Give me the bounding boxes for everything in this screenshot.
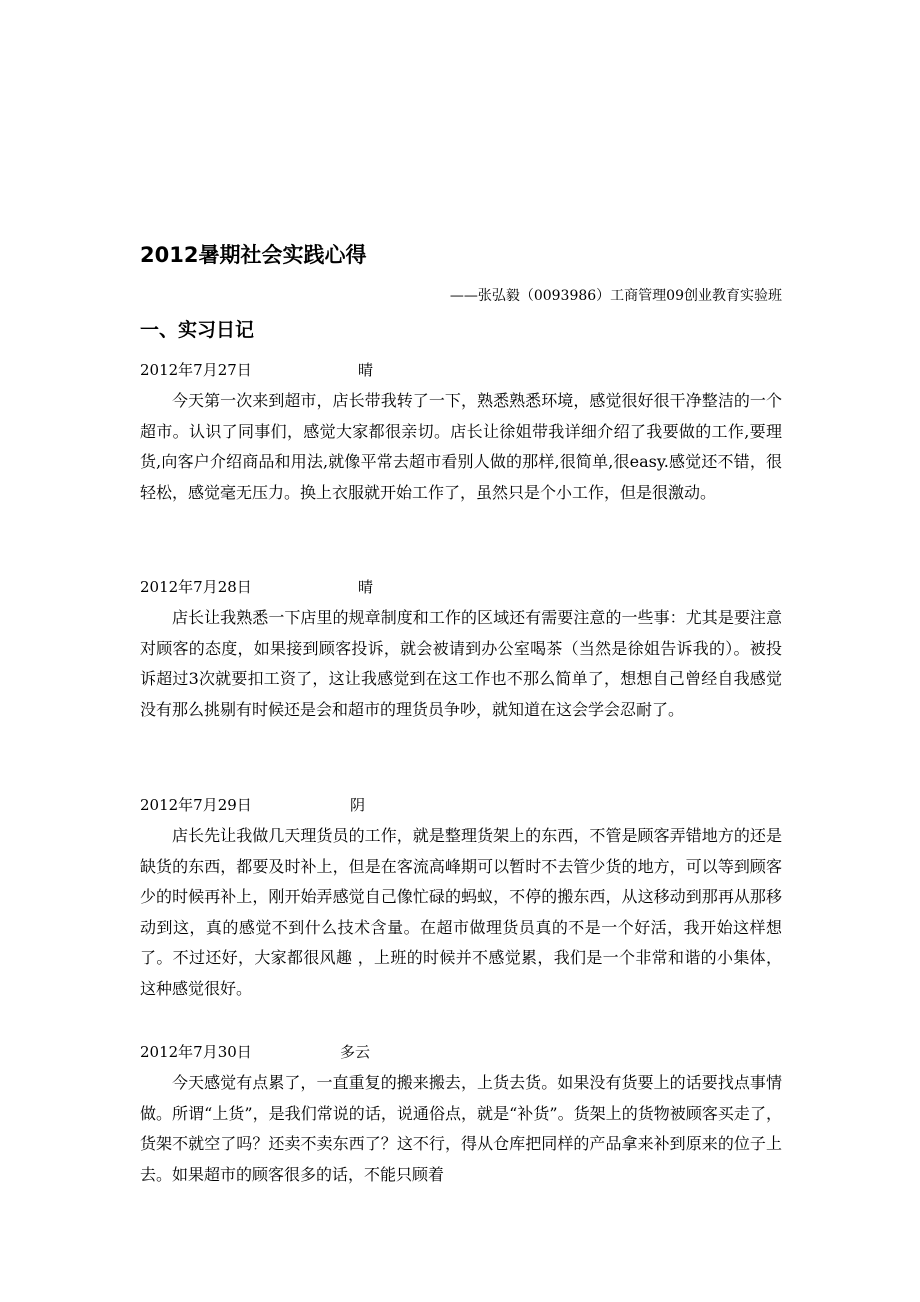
entry-header [140, 358, 782, 382]
entry-weather: 多云 [340, 1043, 371, 1061]
diary-entry [140, 1040, 782, 1190]
entry-header [140, 793, 782, 817]
diary-entry [140, 575, 782, 725]
entry-text: 店长先让我做几天理货员的工作，就是整理货架上的东西，不管是顾客弄错地方的还是缺货的东西，都要及时补上，但是在客流高峰期可以暂时不去管少货的地方，可以等到顾客少的时候再补上，刚开始弄感觉自己像忙碌的蚂蚁，不停的搬东西，从这移动到那再从那移动到这，真的感觉不到什么技术含量。在超市做理货员真的不是一个好活，我开始这样想了。不过还好，大家都很风趣 ，上班的时候并不感觉累，我们是一个非常和谐的小集体，这种感觉很好。 [140, 826, 782, 998]
entry-text: 今天感觉有点累了，一直重复的搬来搬去，上货去货。如果没有货要上的话要找点事情做。所谓“上货”，是我们常说的话，说通俗点，就是“补货”。货架上的货物被顾客买走了，货架不就空了吗？还卖不卖东西了？这不行，得从仓库把同样的产品拿来补到原来的位子上去。如果超市的顾客很多的话，不能只顾着 [140, 1073, 782, 1184]
entry-date: 2012年7月28日 [140, 578, 252, 596]
entry-date: 2012年7月27日 [140, 361, 252, 379]
entry-date: 2012年7月29日 [140, 796, 252, 814]
author-line: ——张弘毅（0093986）工商管理09创业教育实验班 [449, 288, 782, 304]
entry-weather: 阴 [350, 796, 366, 814]
section-heading: 一、实习日记 [140, 319, 255, 341]
diary-entry [140, 793, 782, 1004]
diary-entry [140, 358, 782, 508]
entry-header [140, 575, 782, 599]
document-title: 2012暑期社会实践心得 [140, 243, 367, 267]
entry-weather: 晴 [358, 361, 374, 379]
entry-weather: 晴 [358, 578, 374, 596]
entry-text: 今天第一次来到超市，店长带我转了一下，熟悉熟悉环境，感觉很好很干净整洁的一个超市。认识了同事们，感觉大家都很亲切。店长让徐姐带我详细介绍了我要做的工作,要理货,向客户介绍商品和用法,就像平常去超市看别人做的那样,很简单,很easy.感觉还不错，很轻松，感觉毫无压力。换上衣服就开始工作了，虽然只是个小工作，但是很激动。 [140, 391, 782, 502]
entry-header [140, 1040, 782, 1064]
entry-text: 店长让我熟悉一下店里的规章制度和工作的区域还有需要注意的一些事：尤其是要注意对顾客的态度，如果接到顾客投诉，就会被请到办公室喝茶（当然是徐姐告诉我的）。被投诉超过3次就要扣工资了，这让我感觉到在这工作也不那么简单了，想想自己曾经自我感觉没有那么挑剔有时候还是会和超市的理货员争吵，就知道在这会学会忍耐了。 [140, 608, 782, 719]
entry-date: 2012年7月30日 [140, 1043, 252, 1061]
